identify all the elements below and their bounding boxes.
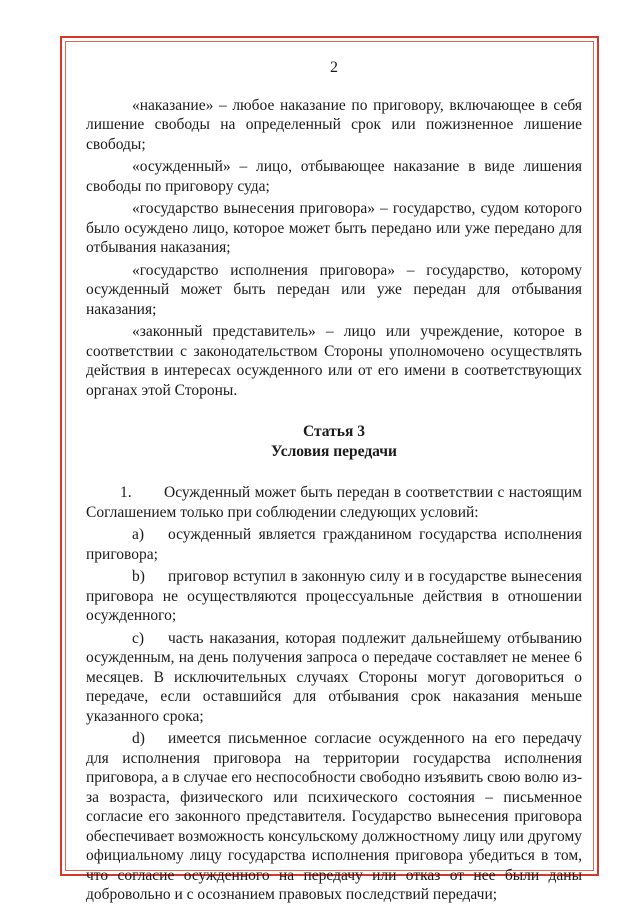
article-number: Статья 3 <box>303 423 365 440</box>
article-title: Условия передачи <box>271 442 397 460</box>
definition-paragraph: «государство исполнения приговора» – государство, которому осужденный может быть передан или уже передан для отбывания наказания; <box>86 261 582 318</box>
clause-label: d) <box>132 730 145 747</box>
clause-text: осужденный является гражданином государства исполнения приговора; <box>86 526 582 563</box>
definition-paragraph: «осужденный» – лицо, отбывающее наказание в виде лишения свободы по приговору суда; <box>86 158 582 195</box>
clause-item <box>86 567 582 626</box>
clause-item <box>86 729 582 905</box>
clause-text: приговор вступил в законную силу и в государстве вынесения приговора не осуществляются процессуальные действия в отношении осужденного; <box>86 568 582 624</box>
clause-item <box>86 483 582 522</box>
clause-label: 1. <box>120 484 132 501</box>
definition-paragraph: «государство вынесения приговора» – государство, судом которого было осуждено лицо, которое может быть передано или уже передано для отбывания наказания; <box>86 200 582 256</box>
clause-item <box>86 525 582 564</box>
article-heading <box>86 422 582 461</box>
clause-text: Осужденный может быть передан в соответствии с настоящим Соглашением только при соблюдении следующих условий: <box>86 484 582 521</box>
definition-paragraph: «наказание» – любое наказание по приговору, включающее в себя лишение свободы на определенный срок или пожизненное лишение свободы; <box>86 96 582 153</box>
clause-label: b) <box>132 568 145 585</box>
clause-label: a) <box>132 526 145 543</box>
clause-label: c) <box>132 629 145 647</box>
page-content <box>86 58 582 908</box>
definition-paragraph: «законный представитель» – лицо или учреждение, которое в соответствии с законодательством Стороны уполномочено осуществлять действия в интересах осужденного или от его имени в соответствующих органах этой Стороны. <box>86 323 582 399</box>
clause-text: имеется письменное согласие осужденного на его передачу для исполнения приговора на территории государства исполнения приговора, а в случае его неспособности свободно изъявить свою волю из-за возраста, физического или психического состояния – письменное согласие его законного представителя. Государство вынесения приговора обеспечивает возможность консульскому должностному лицу или другому официальному лицу государства исполнения приговора убедиться в том, что согласие осужденного на передачу или отказ от нее были даны добровольно и с осознанием правовых последствий передачи; <box>86 730 582 903</box>
page-number: 2 <box>330 59 338 76</box>
clause-text: часть наказания, которая подлежит дальнейшему отбыванию осужденным, на день получения запроса о передаче составляет не менее 6 месяцев. В исключительных случаях Стороны могут договориться о передаче, если оставшийся для отбывания срок наказания меньше указанного срока; <box>86 629 582 725</box>
clause-item <box>86 629 582 727</box>
